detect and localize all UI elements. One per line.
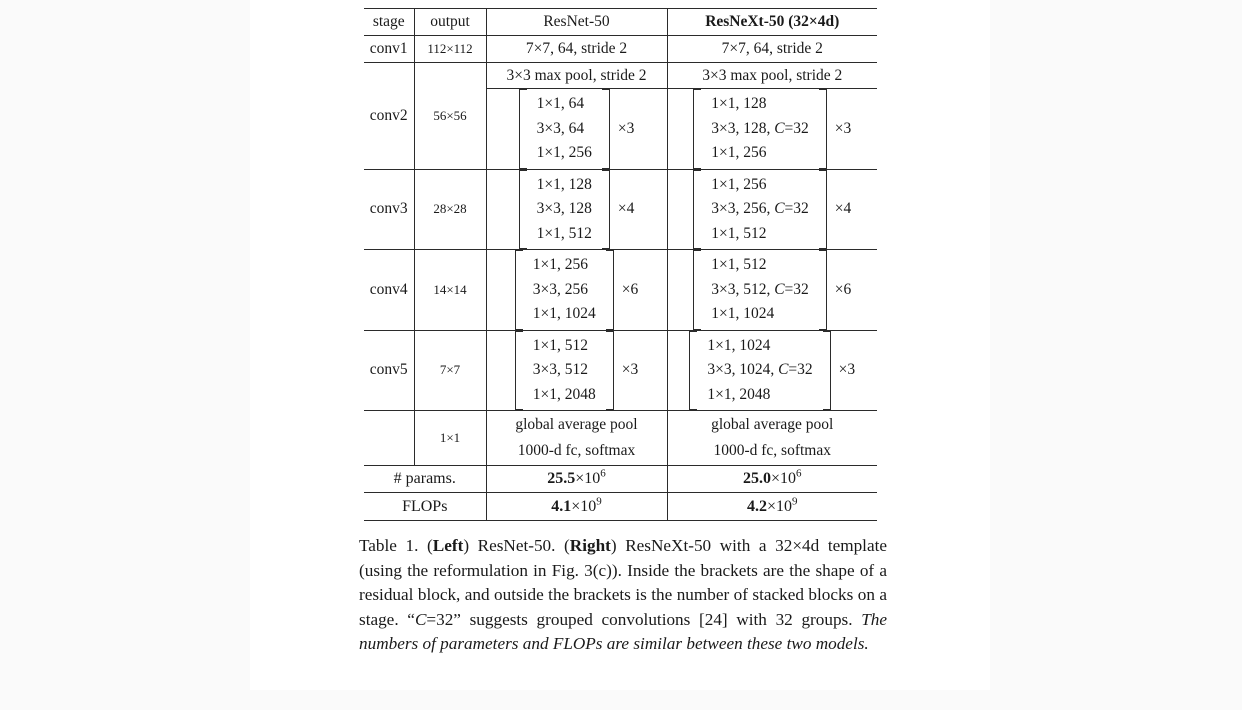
maxpool-resnext: 3×3 max pool, stride 2 — [667, 63, 877, 89]
conv4-resnet-block: 1×1, 256 3×3, 256 1×1, 1024 ×6 — [486, 250, 667, 331]
conv2-output: 56×56 — [414, 63, 486, 170]
conv2-stage: conv2 — [364, 63, 414, 170]
conv1-resnext: 7×7, 64, stride 2 — [667, 36, 877, 63]
maxpool-resnet: 3×3 max pool, stride 2 — [486, 63, 667, 89]
header-output: output — [414, 9, 486, 36]
gap-resnext: global average pool 1000-d fc, softmax — [667, 411, 877, 466]
conv4-resnet-mult: ×6 — [621, 280, 639, 298]
conv4-output: 14×14 — [414, 250, 486, 331]
params-resnet: $25.5\times 10^6$ — [486, 466, 667, 493]
caption-italic-sentence: The numbers of parameters and FLOPs are similar between these two models. — [359, 609, 888, 654]
conv3-resnet-block: 1×1, 128 3×3, 128 1×1, 512 ×4 — [486, 169, 667, 250]
conv1-resnet: 7×7, 64, stride 2 — [486, 36, 667, 63]
gap-resnet: global average pool 1000-d fc, softmax — [486, 411, 667, 466]
caption-c-var: C — [414, 609, 427, 629]
flops-resnext: $4.2\times 10^9$ — [667, 493, 877, 521]
conv5-output: 7×7 — [414, 330, 486, 411]
params-resnext: $25.0\times 10^6$ — [667, 466, 877, 493]
row-params — [364, 466, 877, 493]
gap-stage-empty — [364, 411, 414, 466]
row-flops — [364, 493, 877, 521]
conv2-resnext-mult: ×3 — [834, 119, 852, 137]
table-caption — [359, 534, 887, 657]
header-resnet: ResNet-50 — [486, 9, 667, 36]
conv1-output: 112×112 — [414, 36, 486, 63]
conv5-stage: conv5 — [364, 330, 414, 411]
caption-right-bold: Right — [569, 536, 611, 555]
row-maxpool — [364, 63, 877, 89]
caption-seg: Table 1. ( — [359, 536, 433, 555]
flops-label: FLOPs — [364, 493, 486, 521]
conv3-output: 28×28 — [414, 169, 486, 250]
conv5-resnet-mult: ×3 — [621, 361, 639, 379]
row-conv5 — [364, 330, 877, 411]
conv5-resnet-block: 1×1, 512 3×3, 512 1×1, 2048 ×3 — [486, 330, 667, 411]
conv3-stage: conv3 — [364, 169, 414, 250]
conv5-resnext-mult: ×3 — [838, 361, 856, 379]
architecture-table — [364, 8, 877, 521]
row-conv1 — [364, 36, 877, 63]
caption-seg: ) ResNet-50. ( — [463, 536, 570, 555]
flops-resnet: $4.1\times 10^9$ — [486, 493, 667, 521]
conv2-resnext-block: 1×1, 128 3×3, 128, C=32 1×1, 256 ×3 — [667, 89, 877, 170]
row-conv4 — [364, 250, 877, 331]
params-label: # params. — [364, 466, 486, 493]
conv4-stage: conv4 — [364, 250, 414, 331]
header-stage: stage — [364, 9, 414, 36]
row-conv3 — [364, 169, 877, 250]
conv4-resnext-mult: ×6 — [834, 280, 852, 298]
row-global-pool — [364, 411, 877, 466]
conv4-resnext-block: 1×1, 512 3×3, 512, C=32 1×1, 1024 ×6 — [667, 250, 877, 331]
conv5-resnext-block: 1×1, 1024 3×3, 1024, C=32 1×1, 2048 ×3 — [667, 330, 877, 411]
conv3-resnext-block: 1×1, 256 3×3, 256, C=32 1×1, 512 ×4 — [667, 169, 877, 250]
header-resnext: ResNeXt-50 (32×4d) — [667, 9, 877, 36]
caption-seg: ) ResNeXt-50 with a 32×4d template (using the reformulation in Fig. 3(c)). Inside the brackets are the shape of a residual block, and outside the brackets is the number of stacked blocks on a stage. “ — [359, 536, 887, 629]
conv1-stage: conv1 — [364, 36, 414, 63]
conv2-resnet-mult: ×3 — [617, 119, 635, 137]
conv2-resnet-block: 1×1, 64 3×3, 64 1×1, 256 ×3 — [486, 89, 667, 170]
conv3-resnext-mult: ×4 — [834, 200, 852, 218]
caption-left-bold: Left — [432, 536, 464, 555]
table-header-row — [364, 9, 877, 36]
caption-seg: =32” suggests grouped convolutions [24] with 32 groups. — [426, 609, 862, 629]
gap-output: 1×1 — [414, 411, 486, 466]
paper-page — [250, 0, 990, 690]
conv3-resnet-mult: ×4 — [617, 200, 635, 218]
